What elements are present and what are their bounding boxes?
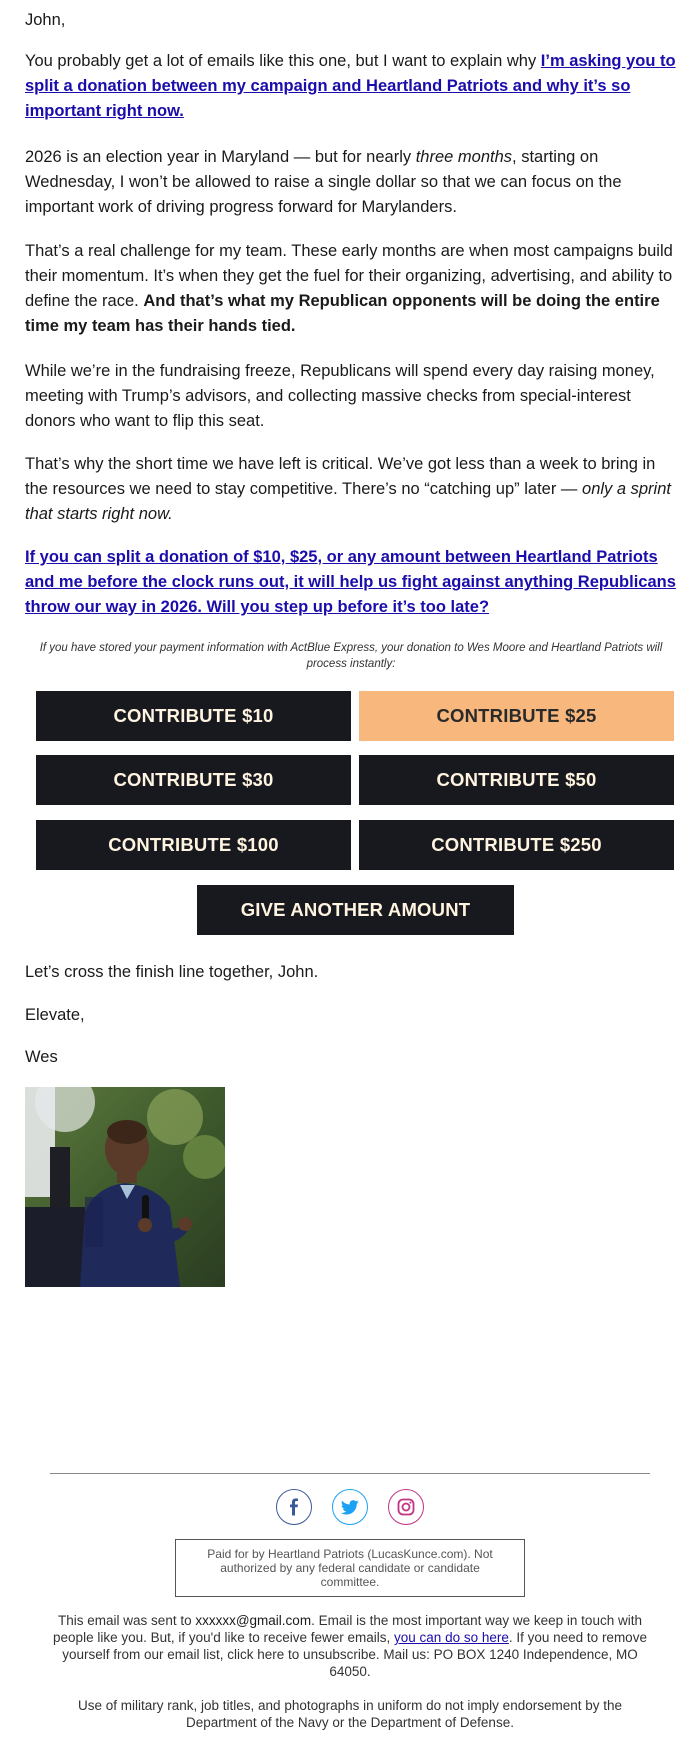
social-links: [0, 1489, 700, 1525]
facebook-icon[interactable]: [276, 1489, 312, 1525]
fewer-emails-link[interactable]: you can do so here: [394, 1630, 509, 1645]
greeting: John,: [25, 11, 66, 29]
recipient-email: xxxxxx@gmail.com: [195, 1613, 312, 1628]
footer-divider: [50, 1473, 650, 1474]
actblue-express-note: If you have stored your payment information with ActBlue Express, your donation to Wes Moore and Heartland Patriots will process instantly:: [39, 642, 663, 670]
paragraph-intro: You probably get a lot of emails like this one, but I want to explain why I’m asking you to split a donation between my campaign and Heartland Patriots and why it’s so important right now.: [25, 52, 676, 120]
split-donation-cta-link[interactable]: If you can split a donation of $10, $25, or any amount between Heartland Patriots and me before the clock runs out, it will help us fight against anything Republicans throw our way in 2026. Will you step up before it’s too late?: [25, 548, 676, 616]
paragraph-election-year: 2026 is an election year in Maryland — but for nearly three months, starting on Wednesday, I won’t be allowed to raise a single dollar so that we can focus on the important work of driving progress forward for Marylanders.: [25, 148, 622, 216]
closing-line: Let’s cross the finish line together, John.: [25, 963, 319, 981]
instagram-icon[interactable]: [388, 1489, 424, 1525]
candidate-photo: [25, 1087, 225, 1287]
contribute-50-button[interactable]: CONTRIBUTE $50: [359, 755, 674, 805]
contribute-30-button[interactable]: CONTRIBUTE $30: [36, 755, 351, 805]
paragraph-freeze: While we’re in the fundraising freeze, Republicans will spend every day raising money, meeting with Trump’s advisors, and collecting massive checks from special-interest donors who want to flip this seat.: [25, 362, 655, 430]
give-another-amount-button[interactable]: GIVE ANOTHER AMOUNT: [197, 885, 514, 935]
split-donation-link[interactable]: I’m asking you to split a donation between my campaign and Heartland Patriots and why it’s so important right now.: [25, 52, 676, 120]
paragraph-cta: [25, 545, 677, 620]
contribute-250-button[interactable]: CONTRIBUTE $250: [359, 820, 674, 870]
paragraph-challenge: That’s a real challenge for my team. These early months are when most campaigns build their momentum. It’s when they get the fuel for their organizing, advertising, and ability to define the race. And that’s what my Republican opponents will be doing the entire time my team has their hands tied.: [25, 242, 673, 335]
contribute-25-button[interactable]: CONTRIBUTE $25: [359, 691, 674, 741]
contribute-10-button[interactable]: CONTRIBUTE $10: [36, 691, 351, 741]
signoff: Elevate,: [25, 1006, 85, 1024]
candidate-photo-illustration: [25, 1087, 225, 1287]
footer-military-disclaimer: Use of military rank, job titles, and photographs in uniform do not imply endorsement by the Department of the Navy or the Department of Defense.: [77, 1698, 623, 1730]
contribute-100-button[interactable]: CONTRIBUTE $100: [36, 820, 351, 870]
footer-email-info: This email was sent to xxxxxx@gmail.com. Email is the most important way we keep in touch with people like you. But, if you'd like to receive fewer emails, you can do so here. If you need to remove yourself from our email list, click here to unsubscribe. Mail us: PO BOX 1240 Independence, MO 64050.: [53, 1613, 647, 1679]
twitter-icon[interactable]: [332, 1489, 368, 1525]
paragraph-critical: That’s why the short time we have left is critical. We’ve got less than a week to bring in the resources we need to stay competitive. There’s no “catching up” later — only a sprint that starts right now.: [25, 455, 671, 523]
signature-name: Wes: [25, 1048, 58, 1066]
paid-for-disclaimer: Paid for by Heartland Patriots (LucasKunce.com). Not authorized by any federal candidate or candidate committee.: [175, 1539, 525, 1597]
